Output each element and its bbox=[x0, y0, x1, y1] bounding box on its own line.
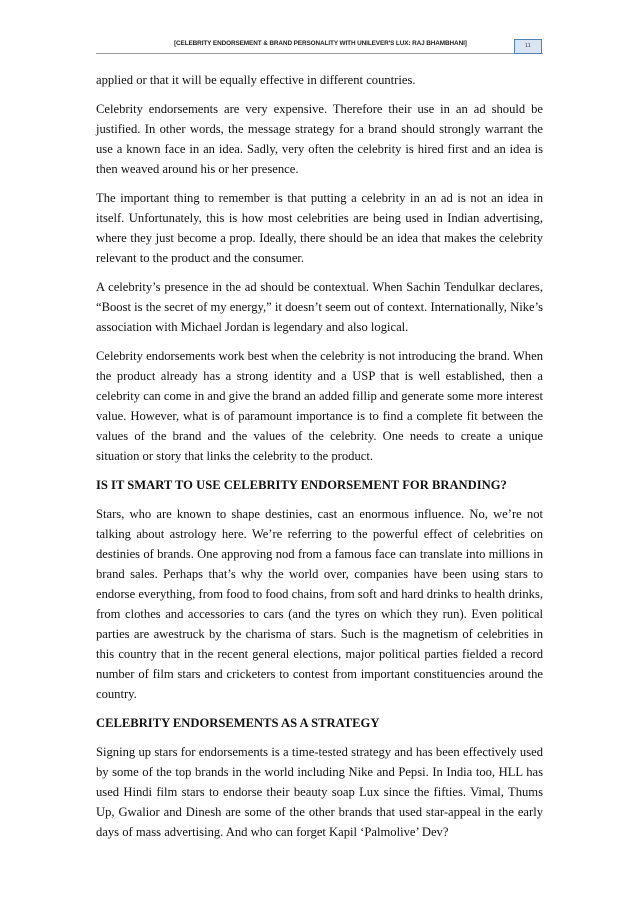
paragraph: Celebrity endorsements work best when the celebrity is not introducing the brand. When the product already has a strong identity and a USP that is well established, then a celebrity can come in and give the brand an added fillip and generate some more interest value. However, what is of paramount importance is to find a complete fit between the values of the brand and the values of the celebrity. One needs to create a unique situation or story that links the celebrity to the product. bbox=[96, 349, 543, 463]
page-number-badge: 11 bbox=[514, 39, 542, 54]
paragraph: applied or that it will be equally effective in different countries. bbox=[96, 73, 416, 87]
header-title: [CELEBRITY ENDORSEMENT & BRAND PERSONALITY WITH UNILEVER'S LUX: RAJ BHAMBHANI] bbox=[174, 40, 467, 47]
page-header bbox=[96, 35, 543, 54]
paragraph: Celebrity endorsements are very expensive. Therefore their use in an ad should be justified. In other words, the message strategy for a brand should strongly warrant the use a known face in an idea. Sadly, very often the celebrity is hired first and an idea is then weaved around his or her presence. bbox=[96, 102, 543, 176]
section-heading: CELEBRITY ENDORSEMENTS AS A STRATEGY bbox=[96, 716, 380, 730]
document-body bbox=[96, 70, 543, 851]
section-heading: IS IT SMART TO USE CELEBRITY ENDORSEMENT FOR BRANDING? bbox=[96, 478, 507, 492]
paragraph: Stars, who are known to shape destinies, cast an enormous influence. No, we’re not talking about astrology here. We’re referring to the powerful effect of celebrities on destinies of brands. One approving nod from a famous face can translate into millions in brand sales. Perhaps that’s why the world over, companies have been using stars to endorse everything, from food to food chains, from soft and hard drinks to health drinks, from clothes and accessories to cars (and the tyres on which they run). Even political parties are awestruck by the charisma of stars. Such is the magnetism of celebrities in this country that in the recent general elections, major political parties fielded a record number of film stars and cricketers to contest from important constituencies around the country. bbox=[96, 507, 543, 701]
paragraph: A celebrity’s presence in the ad should be contextual. When Sachin Tendulkar declares, “Boost is the secret of my energy,” it doesn’t seem out of context. Internationally, Nike’s association with Michael Jordan is legendary and also logical. bbox=[96, 280, 543, 334]
paragraph: Signing up stars for endorsements is a time-tested strategy and has been effectively used by some of the top brands in the world including Nike and Pepsi. In India too, HLL has used Hindi film stars to endorse their beauty soap Lux since the fifties. Vimal, Thums Up, Gwalior and Dinesh are some of the other brands that used star-appeal in the early days of mass advertising. And who can forget Kapil ‘Palmolive’ Dev? bbox=[96, 745, 543, 839]
paragraph: The important thing to remember is that putting a celebrity in an ad is not an idea in itself. Unfortunately, this is how most celebrities are being used in Indian advertising, where they just become a prop. Ideally, there should be an idea that makes the celebrity relevant to the product and the consumer. bbox=[96, 191, 543, 265]
